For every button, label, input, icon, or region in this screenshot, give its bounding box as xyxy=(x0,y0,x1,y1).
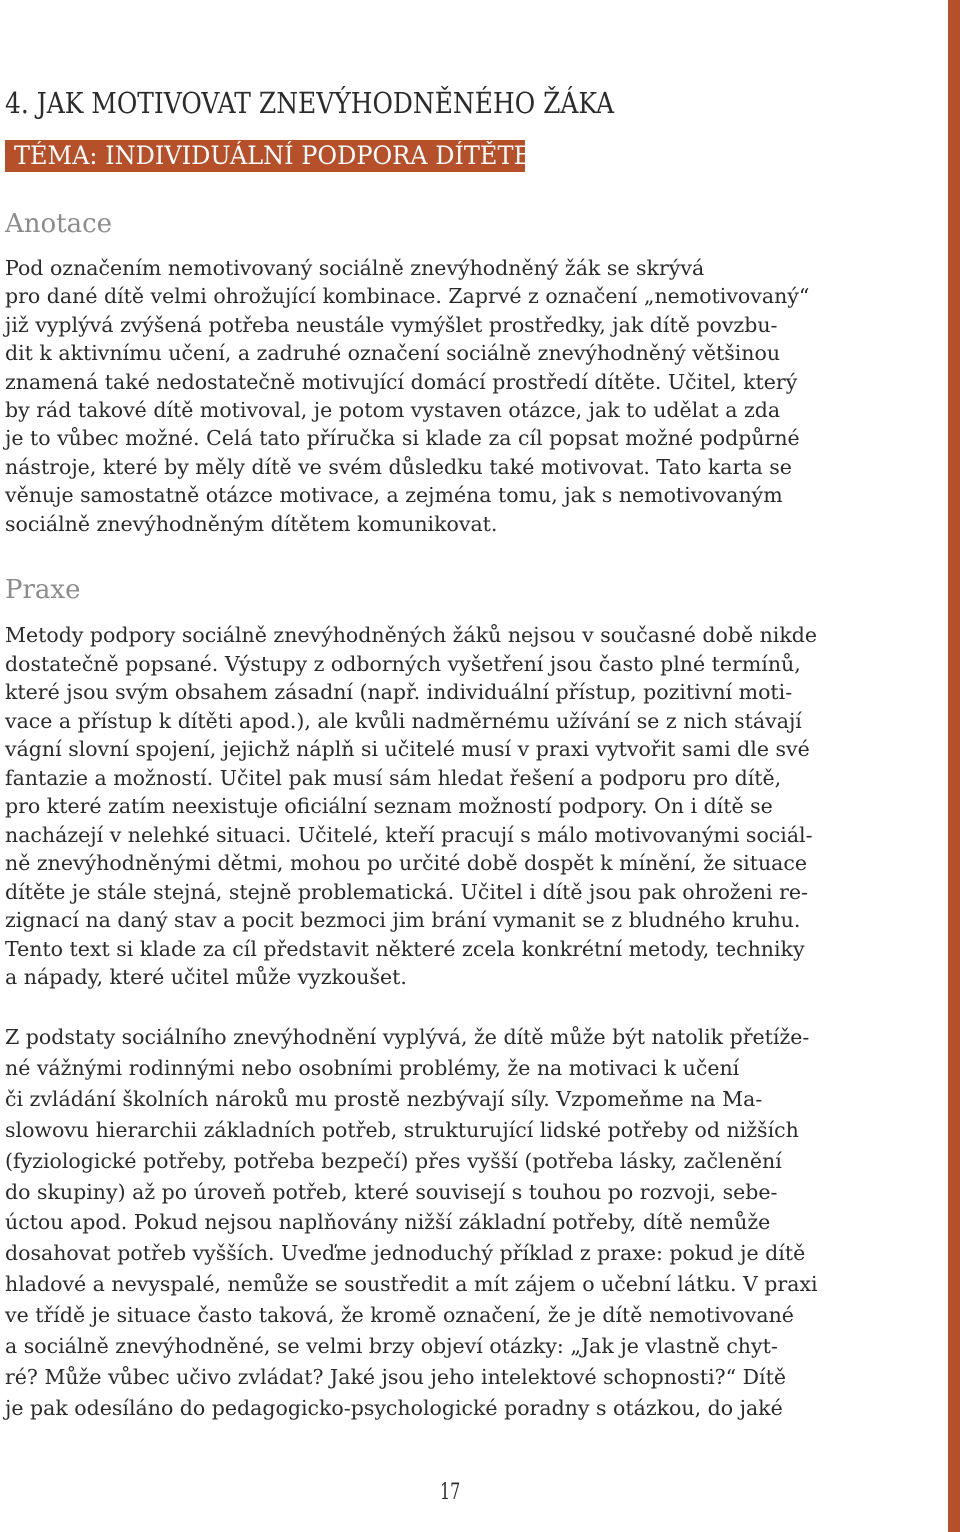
text-line: Tento text si klade za cíl představit některé zcela konkrétní metody, techniky xyxy=(5,936,805,961)
text-line: Z podstaty sociálního znevýhodnění vyplývá, že dítě může být natolik přetíže- xyxy=(5,1025,810,1049)
text-line: Pod označením nemotivovaný sociálně znevýhodněný žák se skrývá xyxy=(5,256,705,280)
text-line: úctou apod. Pokud nejsou naplňovány nižší základní potřeby, dítě nemůže xyxy=(5,1210,771,1235)
text-line: dítěte je stále stejná, stejně problematická. Učitel i dítě jsou pak ohroženi re- xyxy=(5,879,808,904)
text-line: je pak odesíláno do pedagogicko-psychologické poradny s otázkou, do jaké xyxy=(5,1395,783,1420)
text-line: dosahovat potřeb vyšších. Uveďme jednoduchý příklad z praxe: pokud je dítě xyxy=(5,1241,806,1266)
text-line: které jsou svým obsahem zásadní (např. individuální přístup, pozitivní moti- xyxy=(5,680,793,704)
text-line: již vyplývá zvýšená potřeba neustále vymýšlet prostředky, jak dítě povzbu- xyxy=(5,312,778,337)
topic-band xyxy=(5,140,531,172)
text-line: vágní slovní spojení, jejichž náplň si učitelé musí v praxi vytvořit sami dle své xyxy=(5,737,810,761)
text-line: znamená také nedostatečně motivující domácí prostředí dítěte. Učitel, který xyxy=(5,369,798,394)
text-line: do skupiny) až po úroveň potřeb, které souvisejí s touhou po rozvoji, sebe- xyxy=(5,1179,778,1204)
annotation-paragraph xyxy=(5,254,945,538)
topic-label: TÉMA: INDIVIDUÁLNÍ PODPORA DÍTĚTE xyxy=(14,141,531,170)
text-line: je to vůbec možné. Celá tato příručka si klade za cíl popsat možné podpůrné xyxy=(5,426,800,451)
text-line: věnuje samostatně otázce motivace, a zejména tomu, jak s nemotivovaným xyxy=(5,483,783,508)
text-line: hladové a nevyspalé, nemůže se soustředit a mít zájem o učební látku. V praxi xyxy=(5,1272,818,1297)
text-line: ně znevýhodněnými dětmi, mohou po určité době dospět k mínění, že situace xyxy=(5,851,808,875)
text-line: nacházejí v nelehké situaci. Učitelé, kteří pracují s málo motivovanými sociál- xyxy=(5,822,813,847)
practice-paragraph-1 xyxy=(5,621,945,992)
text-line: a sociálně znevýhodněné, se velmi brzy objeví otázky: „Jak je vlastně chyt- xyxy=(5,1334,778,1359)
practice-paragraph-2 xyxy=(5,1022,945,1424)
text-line: fantazie a možností. Učitel pak musí sám hledat řešení a podporu pro dítě, xyxy=(5,765,782,790)
text-line: a nápady, které učitel může vyzkoušet. xyxy=(5,965,407,989)
text-line: né vážnými rodinnými nebo osobními problémy, že na motivaci k učení xyxy=(5,1055,740,1080)
text-line: (fyziologické potřeby, potřeba bezpečí) přes vyšší (potřeba lásky, začlenění xyxy=(5,1148,782,1173)
page-number: 17 xyxy=(440,1480,461,1505)
accent-side-bar xyxy=(948,0,960,1532)
text-line: sociálně znevýhodněným dítětem komunikovat. xyxy=(5,511,498,536)
text-line: Metody podpory sociálně znevýhodněných žáků nejsou v současné době nikde xyxy=(5,623,818,647)
text-line: dostatečně popsané. Výstupy z odborných vyšetření jsou často plné termínů, xyxy=(5,651,801,676)
text-line: ré? Může vůbec učivo zvládat? Jaké jsou jeho intelektové schopnosti?“ Dítě xyxy=(5,1364,786,1389)
text-line: nástroje, které by měly dítě ve svém důsledku také motivovat. Tato karta se xyxy=(5,454,792,479)
practice-heading: Praxe xyxy=(5,575,81,605)
text-line: či zvládání školních nároků mu prostě nezbývají síly. Vzpomeňme na Ma- xyxy=(5,1086,763,1111)
text-line: ve třídě je situace často taková, že kromě označení, že je dítě nemotivované xyxy=(5,1303,794,1328)
text-line: vace a přístup k dítěti apod.), ale kvůli nadměrnému užívání se z nich stávají xyxy=(5,708,802,733)
text-line: dit k aktivnímu učení, a zadruhé označení sociálně znevýhodněný většinou xyxy=(5,341,781,366)
annotation-heading: Anotace xyxy=(5,209,113,239)
text-line: zignací na daný stav a pocit bezmoci jim brání vymanit se z bludného kruhu. xyxy=(5,908,801,932)
page-title: 4. JAK MOTIVOVAT ZNEVÝHODNĚNÉHO ŽÁKA xyxy=(5,86,615,120)
text-line: pro dané dítě velmi ohrožující kombinace. Zaprvé z označení „nemotivovaný“ xyxy=(5,284,810,309)
text-line: by rád takové dítě motivoval, je potom vystaven otázce, jak to udělat a zda xyxy=(5,398,781,423)
text-line: pro které zatím neexistuje oficiální seznam možností podpory. On i dítě se xyxy=(5,794,773,818)
text-line: slowovu hierarchii základních potřeb, strukturující lidské potřeby od nižších xyxy=(5,1117,799,1142)
